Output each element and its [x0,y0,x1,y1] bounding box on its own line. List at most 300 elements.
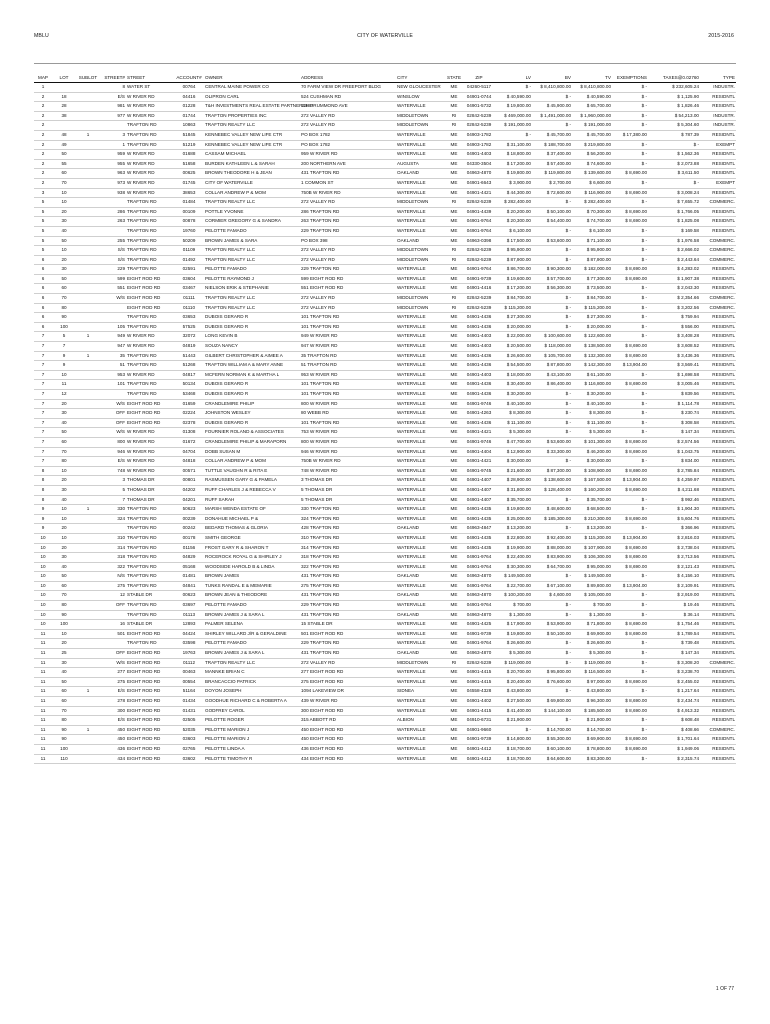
cell-bv: $ 138,600.00 [544,477,571,483]
cell-city: WATERVILLE [397,429,426,435]
cell-owner: PALMER SELENA [205,621,243,627]
cell-state: RI [451,199,457,205]
cell-account: 04704 [182,448,196,454]
cell-account: 10863 [182,122,196,128]
cell-sublot [76,620,100,630]
cell-sublot [76,265,100,275]
cell-street: EIGHT ROD RD [127,630,161,636]
column-header-zip: ZIP [462,71,496,83]
cell-state: RI [451,295,457,301]
cell-map: 10 [40,563,46,569]
cell-account: 00463 [182,669,196,675]
cell-owner: PELOTTE FAMADO [205,227,247,233]
cell-map: 2 [41,160,45,166]
cell-exemptions: $ - [641,640,647,646]
cell-lot: 30 [61,659,67,665]
cell-street: EIGHT ROD RD [127,659,161,665]
cell-type: COMMERC. [709,659,735,665]
cell-sublot [76,744,100,754]
cell-street-number [100,390,126,400]
cell-state: ME [450,323,458,329]
cell-bv: $ 105,700.00 [544,352,571,358]
cell-lot: 70 [61,448,67,454]
cell-type: RESIDNTL [712,362,735,368]
cell-account: 02505 [182,717,196,723]
cell-state: ME [450,563,458,569]
cell-map: 6 [41,314,45,320]
cell-taxes: $ 147.34 [681,429,699,435]
cell-street-number: 748 [117,467,125,473]
cell-account: 00571 [182,467,196,473]
fiscal-year: 2015-2016 [708,33,734,39]
cell-state: ME [450,400,458,406]
cell-state: ME [450,592,458,598]
cell-tv: $ 87,900.00 [586,256,611,262]
cell-tv: $ 8,410,800.00 [580,84,611,89]
cell-street: W RIVER RD [127,160,155,166]
report-title: CITY OF WATERVILLE [357,33,413,39]
cell-city: WATERVILLE [397,486,426,492]
cell-map: 5 [41,247,45,253]
cell-sublot [76,629,100,639]
cell-exemptions: $ 13,904.00 [622,534,647,540]
cell-street-number: 981 [117,103,125,109]
cell-zip: 04901-9764 [466,582,492,588]
cell-account: 01109 [182,247,196,253]
cell-map: 2 [41,103,45,109]
cell-lot: 80 [61,717,67,723]
cell-account: 50623 [182,506,196,512]
cell-owner: TRAFTON REALTY LLC [205,247,256,253]
cell-owner: WOODSIDE HAROLD B & LINDA [205,563,275,569]
report-label: MBLU [34,33,49,39]
cell-type: EXEMPT [716,141,735,147]
cell-state: ME [450,208,458,214]
cell-sublot [76,553,100,563]
cell-bv: $ - [565,400,571,406]
cell-city: WATERVILLE [397,496,426,502]
table-row [34,217,736,227]
cell-zip: 04558-4328 [466,688,492,694]
cell-lot: 30 [61,554,67,560]
cell-sublot [76,255,100,265]
cell-bv: $ - [565,295,571,301]
table-row [34,246,736,256]
cell-zip: 04901-4412 [466,745,492,751]
cell-map: 5 [41,237,45,243]
cell-bv: $ 118,000.00 [544,343,571,349]
cell-bv: $ 4,600.00 [549,592,571,598]
cell-sublot [76,418,100,428]
column-header-bv: BV [532,71,572,83]
cell-street-number: 977 [117,112,125,118]
cell-map: 9 [41,525,45,531]
cell-map: 2 [41,179,45,185]
cell-tv: $ 119,000.00 [584,659,611,665]
cell-owner: FROST GARY R & SHARON T [205,544,269,550]
cell-address: 272 VALLEY RD [301,112,335,118]
cell-address: 3 THOMAS DR [301,477,333,483]
cell-account: 51164 [182,688,196,694]
cell-sublot [76,495,100,505]
cell-exemptions: $ 17,380.00 [622,131,647,137]
cell-lot: 10 [61,506,67,512]
cell-zip: 04901-9764 [466,602,492,608]
cell-tv: $ 116,900.00 [584,189,611,195]
cell-account: 51845 [182,131,196,137]
table-header-row [34,71,736,83]
cell-map: 11 [40,707,46,713]
table-row [34,351,736,361]
table-row [34,226,736,236]
cell-city: MIDDLETOWN [397,122,429,128]
cell-map: 11 [40,736,46,742]
cell-state: ME [450,688,458,694]
cell-bv: $ - [565,122,571,128]
cell-owner: CRANDLEMIRE PHILIP [205,400,255,406]
cell-sublot [76,476,100,486]
cell-lot: 11 [61,381,67,387]
cell-owner: CORMIER GREGORY G & SANDRA [205,218,281,224]
cell-account: 00239 [182,515,196,521]
cell-lv: $ 282,400.00 [504,199,531,205]
cell-account: 03602 [182,755,196,761]
cell-map: 11 [40,630,46,636]
cell-taxes: $ 308.58 [681,419,699,425]
cell-lot: 20 [61,400,67,406]
cell-sublot [76,677,100,687]
cell-state: ME [450,621,458,627]
cell-account: 04817 [182,371,196,377]
cell-state: ME [450,554,458,560]
cell-exemptions: $ - [641,602,647,608]
cell-taxes: $ 1,789.54 [677,630,699,636]
cell-lv: $ 20,700.00 [506,669,531,675]
cell-sublot [76,716,100,726]
cell-bv: $ 95,800.00 [546,669,571,675]
cell-sublot [76,524,100,534]
cell-type: RESIDNTL [712,266,735,272]
cell-type: RESIDNTL [712,736,735,742]
cell-exemptions: $ - [641,103,647,109]
cell-street-number: 599 [117,275,125,281]
cell-state: ME [450,650,458,656]
cell-exemptions: $ - [641,419,647,425]
cell-type: RESIDNTL [712,333,735,339]
cell-city: WATERVILLE [397,755,426,761]
cell-map: 5 [41,208,45,214]
cell-exemptions: $ 13,904.00 [622,362,647,368]
cell-state: ME [450,438,458,444]
cell-exemptions: $ - [641,323,647,329]
cell-bv: $ - [565,717,571,723]
cell-lot: 10 [61,515,67,521]
cell-street: TRAFTON RD [127,534,157,540]
cell-tv: $ 191,000.00 [584,122,611,128]
cell-owner: PELOTTE TIMOTHY R [205,755,253,761]
cell-street-number [100,198,126,208]
cell-street-number: 12 [119,592,125,598]
cell-city: WATERVILLE [397,362,426,368]
cell-exemptions: $ 8,690.00 [625,563,647,569]
cell-taxes: $ 3,202.56 [677,304,699,310]
cell-type: RESIDNTL [712,611,735,617]
cell-address: 501 EIGHT ROD RD [301,630,344,636]
cell-lot: 60 [61,285,67,291]
table-row [34,159,736,169]
cell-taxes: $ 2,109.91 [677,582,699,588]
cell-taxes: $ 2,443.64 [677,256,699,262]
cell-account: 01228 [182,103,196,109]
cell-taxes: $ 2,434.74 [677,698,699,703]
cell-owner: PELOTTE FAMADO [205,266,247,272]
cell-street-number: 450 [117,726,125,732]
cell-city: WATERVILLE [397,736,426,742]
cell-tv: $ 89,800.00 [586,582,611,588]
cell-zip: 04901-4435 [466,506,492,512]
cell-map: 11 [40,659,46,665]
cell-street: EIGHT ROD RD [127,285,161,291]
cell-state: ME [450,525,458,531]
cell-lot: 7 [62,343,66,349]
cell-owner: SOUZA NANCY [205,343,238,349]
cell-sublot: 1 [86,352,90,358]
cell-map: 7 [41,352,45,358]
cell-zip: 04901-4403 [466,151,492,157]
cell-state: ME [450,506,458,512]
table-row [34,399,736,409]
cell-lot: 20 [61,477,67,483]
cell-tv: $ 14,700.00 [586,726,611,732]
cell-account: 02224 [182,410,196,416]
cell-map: 7 [41,419,45,425]
cell-state: ME [450,707,458,713]
cell-taxes: $ 1,825.08 [677,218,699,224]
cell-exemptions: $ 8,690.00 [625,275,647,281]
cell-address: 322 TRAFTON RD [301,563,340,569]
cell-type: RESIDNTL [712,496,735,502]
cell-lv: $ 700.00 [513,602,531,608]
cell-account: 03603 [182,736,196,742]
cell-zip: 04901-4415 [466,669,492,675]
cell-lot: 18 [61,93,67,99]
cell-sublot [76,437,100,447]
cell-sublot [76,169,100,179]
cell-address: 750B W RIVER RD [301,458,341,464]
cell-bv: $ 45,700.00 [546,131,571,137]
cell-state: ME [450,84,458,89]
cell-owner: RUFF CHARLES J & REBECCA V [205,486,276,492]
cell-owner: RASMUSSEN GARY G & PAMELA [205,477,277,483]
table-row [34,303,736,313]
cell-exemptions: $ - [641,237,647,243]
cell-zip: 04901-4415 [466,678,492,684]
table-row [34,130,736,140]
cell-lot: 40 [61,227,67,233]
cell-taxes: $ 3,005.46 [677,381,699,387]
table-row [34,207,736,217]
cell-zip: 04901-4436 [466,381,492,387]
cell-tv: $ 69,900.00 [586,630,611,636]
cell-taxes: $ 739.48 [681,640,699,646]
cell-bv: $ - [565,650,571,656]
cell-city: WATERVILLE [397,189,426,195]
cell-bv: $ - [565,247,571,253]
cell-owner: TUNKS RANDAL E & MEMARIE [205,582,272,588]
cell-city: MIDDLETOWN [397,247,429,253]
cell-zip: 02842-5239 [466,199,492,205]
cell-street-number: 263 [117,218,125,224]
table-row [34,514,736,524]
cell-map: 11 [40,688,46,694]
cell-bv: $ - [565,573,571,579]
cell-map: 6 [41,323,45,329]
cell-owner: PELOTTE MARION J [205,726,250,732]
cell-sublot [76,188,100,198]
cell-lv: $ 5,300.00 [509,429,531,435]
cell-taxes: $ 1,754.46 [677,621,699,627]
cell-tv: $ 182,000.00 [584,266,611,272]
cell-zip: 04901-6643 [466,179,492,185]
cell-zip: 04901-9746 [466,400,492,406]
cell-owner: TRAFTON REALTY LLC [205,199,256,205]
cell-account: 01688 [182,151,196,157]
cell-bv: $ 2,700.00 [549,179,571,185]
cell-exemptions: $ - [641,227,647,233]
cell-state: ME [450,285,458,291]
cell-tv: $ 30,000.00 [586,458,611,464]
cell-sublot [76,485,100,495]
cell-exemptions: $ - [641,247,647,253]
cell-lot: 30 [61,218,67,224]
cell-street: TRAFTON RD [127,381,157,387]
cell-zip: 04901-4436 [466,362,492,368]
cell-sublot [76,121,100,131]
cell-street: W RIVER RD [127,333,155,339]
cell-city: WATERVILLE [397,103,426,109]
cell-address: 229 TRAFTON RD [301,266,340,272]
cell-bv: $ 87,800.00 [546,362,571,368]
cell-lot: 70 [61,295,67,301]
cell-address: 314 TRAFTON RD [301,544,340,550]
cell-lot: 28 [61,103,67,109]
cell-sublot [76,562,100,572]
cell-map: 2 [41,141,45,147]
table-row [34,457,736,467]
cell-address: 229 TRAFTON RD [301,227,340,233]
cell-exemptions: $ 8,690.00 [625,486,647,492]
cell-taxes: $ 834.00 [681,458,699,464]
cell-taxes: $ 1,562.36 [677,151,699,157]
cell-taxes: $ 787.39 [681,131,699,137]
cell-owner: DUBOIS GERARD R [205,381,249,387]
cell-lv: $ 17,900.00 [506,621,531,627]
cell-account: 01672 [182,438,196,444]
cell-type: RESIDNTL [712,515,735,521]
cell-lot: 50 [61,678,67,684]
cell-zip: 04901-4436 [466,314,492,320]
cell-state: ME [450,736,458,742]
cell-exemptions: $ 8,690.00 [625,438,647,444]
cell-account: 00109 [182,208,196,214]
cell-owner: BROWN JAMES & SARA [205,237,258,243]
cell-bv: $ 88,000.00 [546,544,571,550]
cell-lot: 90 [61,611,67,617]
cell-owner: COLLAR ANDREW P & MOM [205,458,266,464]
cell-map: 2 [41,122,45,128]
cell-lot: 55 [61,160,67,166]
cell-street: TRAFTON RD [127,314,157,320]
cell-zip: 04901-9660 [466,726,492,732]
cell-sublot [76,284,100,294]
cell-sublot [76,697,100,707]
cell-city: WATERVILLE [397,515,426,521]
column-header-city: CITY [396,71,446,83]
cell-lot: 20 [61,525,67,531]
cell-address: 15 STABLE DR [301,621,333,627]
table-row [34,390,736,400]
cell-address: 272 VALLEY RD [301,659,335,665]
cell-exemptions: $ - [641,755,647,761]
table-row [34,169,736,179]
cell-account: 51268 [182,362,196,368]
cell-lv: $ 47,700.00 [506,438,531,444]
cell-owner: TUTTLE VAUGHN R & RITA E [205,467,268,473]
cell-state: ME [450,410,458,416]
cell-address: 263 TRAFTON RD [301,218,340,224]
cell-bv: $ - [565,410,571,416]
cell-street: W RIVER RD [127,438,155,444]
cell-street-number: 1 [122,141,125,147]
cell-sublot [76,246,100,256]
cell-account: 01308 [182,429,196,435]
cell-exemptions: $ 8,690.00 [625,707,647,713]
cell-owner: GODFREY CAROL [205,707,245,713]
cell-tv: $ 282,400.00 [584,199,611,205]
cell-zip: 02842-5239 [466,247,492,253]
cell-lot: 40 [61,669,67,675]
cell-type: COMMERC. [709,256,735,262]
cell-exemptions: $ 8,690.00 [625,448,647,454]
cell-sublot [76,236,100,246]
cell-state: ME [450,640,458,646]
cell-lv: $ 30,000.00 [506,458,531,464]
cell-address: 800 W RIVER RD [301,438,338,444]
cell-zip: 04901-4435 [466,515,492,521]
cell-city: MIDDLETOWN [397,304,429,310]
cell-account: 51443 [182,352,196,358]
cell-sublot [76,217,100,227]
cell-tv: $ 132,300.00 [584,352,611,358]
cell-account: 38653 [182,189,196,195]
cell-state: ME [450,467,458,473]
cell-taxes: $ 556.00 [681,323,699,329]
cell-type: COMMERC. [709,726,735,732]
cell-owner: NIELSON ERIK & STEPHANIE [205,285,269,291]
cell-bv: $ - [565,429,571,435]
cell-city: WATERVILLE [397,218,426,224]
table-row [34,533,736,543]
cell-zip: 04901-4407 [466,496,492,502]
cell-taxes: $ - [693,179,699,185]
cell-lv: $ 3,900.00 [509,179,531,185]
cell-city: WATERVILLE [397,506,426,512]
table-row [34,409,736,419]
cell-taxes: $ 1,114.78 [677,400,699,406]
table-row [34,601,736,611]
cell-type: RESIDNTL [712,419,735,425]
cell-address: 524 CUSHMAN RD [301,93,342,99]
